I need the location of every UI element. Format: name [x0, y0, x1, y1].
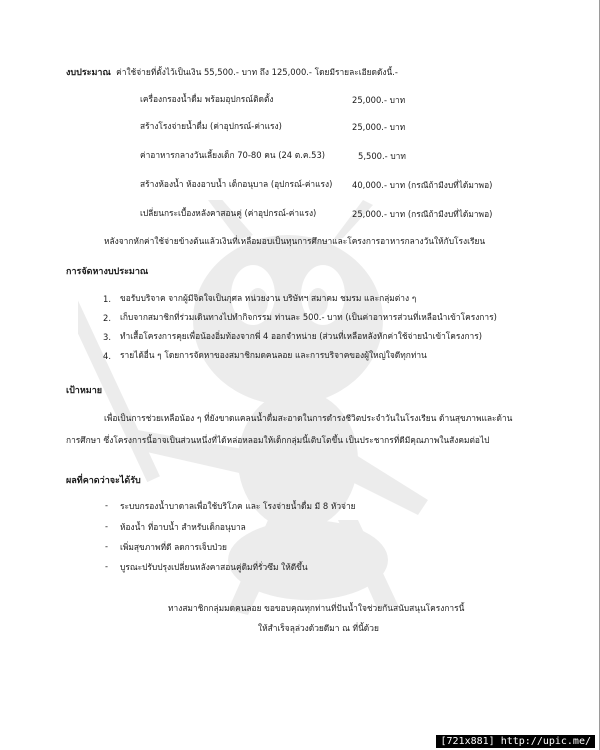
outcome-item: ระบบกรองน้ำบาดาลเพื่อใช้บริโภค และ โรงจ่ายน้ำดื่ม มี 8 หัวจ่าย [120, 501, 356, 511]
funding-item-text: ทำเสื้อโครงการคุยเพื่อน้องอิ่มท้องจากพี่ 4 ออกจำหน่าย (ส่วนที่เหลือหลังหักค่าใช้จ่ายนำเข้าโครงการ) [120, 331, 483, 341]
budget-item-amount: 25,000.- บาท [352, 122, 406, 132]
funding-item-text: รายได้อื่น ๆ โดยการจัดหาของสมาชิกมดคนลอย และการบริจาคของผู้ใหญ่ใจดีทุกท่าน [120, 350, 427, 360]
budget-item-amount: 25,000.- บาท [352, 95, 406, 105]
budget-note: หลังจากหักค่าใช้จ่ายข้างต้นแล้วเงินที่เหลือมอบเป็นทุนการศึกษาและโครงการอาหารกลางวันให้กับโรงเรียน [104, 236, 486, 246]
outcome-item: บูรณะปรับปรุงเปลี่ยนหลังคาสอนคู่ดิมที่รั่วซึม ให้ดีขึ้น [120, 562, 308, 572]
image-host-tag: [721x881] http://upic.me/ [436, 735, 595, 748]
outcome-heading: ผลที่คาดว่าจะได้รับ [66, 476, 141, 486]
bullet-dash: - [105, 521, 109, 531]
goal-line: การศึกษา ซึ่งโครงการนี้อาจเป็นส่วนหนึ่งที่ได้หล่อหลอมให้เด็กกลุ่มนี้เติบโตขึ้น เป็นประชากรที่ดีมีคุณภาพในสังคมต่อไป [66, 435, 490, 445]
budget-item-amount: 40,000.- บาท (กรณีถ้ามีงบที่ได้มาพอ) [352, 180, 493, 190]
ant-mascot-watermark [78, 200, 478, 620]
closing-line: ให้สำเร็จลุล่วงด้วยดีมา ณ ที่นี้ด้วย [258, 623, 379, 633]
funding-item-number: 4. [103, 351, 111, 361]
outcome-item: เพิ่มสุขภาพที่ดี ลดการเจ็บป่วย [120, 542, 227, 552]
bullet-dash: - [105, 561, 109, 571]
budget-item-amount: 5,500.- บาท [358, 151, 406, 161]
goal-line: เพื่อเป็นการช่วยเหลือน้อง ๆ ที่ยังขาดแคลนน้ำดื่มสะอาดในการดำรงชีวิตประจำวันในโรงเรียน ด้านสุขภาพและด้าน [104, 413, 513, 423]
funding-heading: การจัดหางบประมาณ [66, 267, 149, 277]
funding-item-text: ขอรับบริจาค จากผู้มีจิตใจเป็นกุศล หน่วยงาน บริษัทฯ สมาคม ชมรม และกลุ่มต่าง ๆ [120, 293, 417, 303]
budget-item-label: เปลี่ยนกระเบื้องหลังคาสอนคู่ (ค่าอุปกรณ์-ค่าแรง) [140, 208, 317, 218]
budget-item-label: เครื่องกรองน้ำดื่ม พร้อมอุปกรณ์ติดตั้ง [140, 94, 274, 104]
funding-item-number: 2. [103, 313, 111, 323]
budget-line [66, 66, 398, 79]
bullet-dash: - [105, 500, 109, 510]
bullet-dash: - [105, 541, 109, 551]
budget-item-label: สร้างโรงจ่ายน้ำดื่ม (ค่าอุปกรณ์-ค่าแรง) [140, 121, 282, 131]
budget-item-label: ค่าอาหารกลางวันเลี้ยงเด็ก 70-80 คน (24 ต.ค.53) [140, 150, 326, 160]
closing-line: ทางสมาชิกกลุ่มมดคนลอย ขอขอบคุณทุกท่านที่ปันน้ำใจช่วยกันสนับสนุนโครงการนี้ [168, 603, 465, 613]
budget-item-label: สร้างห้องน้ำ ห้องอาบน้ำ เด็กอนุบาล (อุปกรณ์-ค่าแรง) [140, 179, 333, 189]
budget-intro: ค่าใช้จ่ายที่ตั้งไว้เป็นเงิน 55,500.- บาท ถึง 125,000.- โดยมีรายละเอียดดังนี้.- [116, 67, 398, 77]
funding-item-text: เก็บจากสมาชิกที่ร่วมเดินทางไปทำกิจกรรม ท่านละ 500.- บาท (เป็นค่าอาหารส่วนที่เหลือนำเข้าโครงการ) [120, 312, 497, 322]
budget-item-amount: 25,000.- บาท (กรณีถ้ามีงบที่ได้มาพอ) [352, 209, 493, 219]
funding-item-number: 1. [103, 294, 111, 304]
outcome-item: ห้องน้ำ ที่อาบน้ำ สำหรับเด็กอนุบาล [120, 522, 246, 532]
goal-heading: เป้าหมาย [66, 386, 103, 396]
funding-item-number: 3. [103, 332, 111, 342]
budget-heading: งบประมาณ [66, 68, 111, 78]
